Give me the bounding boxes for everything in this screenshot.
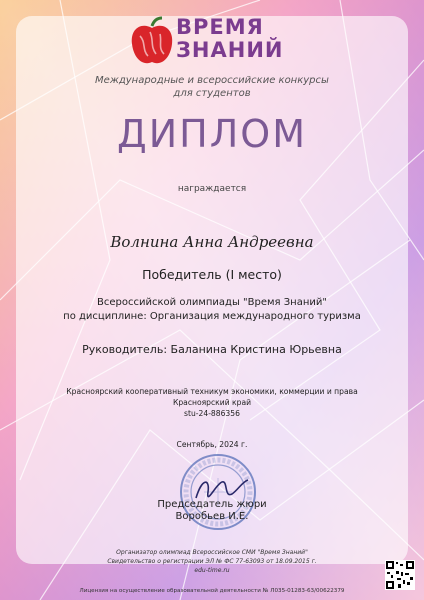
qr-code: [385, 560, 415, 590]
logo-line-1: ВРЕМЯ: [176, 15, 264, 39]
subtitle-line-1: Международные и всероссийские конкурсы: [95, 75, 329, 86]
olympiad-line-1: Всероссийской олимпиады "Время Знаний": [97, 297, 327, 308]
recipient-name: Волнина Анна Андреевна: [110, 233, 314, 251]
footer-link[interactable]: edu-time.ru: [194, 567, 230, 574]
olympiad-line-2: по дисциплине: Организация международного туризма: [63, 311, 361, 322]
signature-name: Воробьев И.Е.: [175, 511, 249, 522]
logo-line-2: ЗНАНИЙ: [176, 38, 284, 62]
page-title: ДИПЛОМ: [117, 112, 307, 156]
institution-line-2: Красноярский край: [172, 398, 252, 407]
signature-title: Председатель жюри: [157, 499, 267, 510]
logo-text: [176, 16, 306, 62]
place-text: Победитель (I место): [142, 267, 282, 282]
date-text: Сентябрь, 2024 г.: [176, 440, 248, 449]
institution-line-1: Красноярский кооперативный техникум экономики, коммерции и права: [66, 387, 358, 396]
institution-code: stu-24-886356: [184, 409, 240, 418]
footer-line-1: Организатор олимпиад Всероссийское СМИ "Время Знаний": [116, 549, 308, 556]
license-text: Лицензия на осуществление образовательной деятельности № Л035-01283-63/00622379: [79, 588, 345, 594]
logo: [128, 16, 298, 68]
apple-logo-icon: [128, 16, 176, 68]
supervisor-text: Руководитель: Баланина Кристина Юрьевна: [82, 343, 342, 356]
awarded-label: награждается: [177, 184, 247, 194]
subtitle-line-2: для студентов: [173, 88, 251, 99]
footer-line-2: Свидетельство о регистрации ЭЛ № ФС 77-63093 от 18.09.2015 г.: [107, 558, 317, 565]
